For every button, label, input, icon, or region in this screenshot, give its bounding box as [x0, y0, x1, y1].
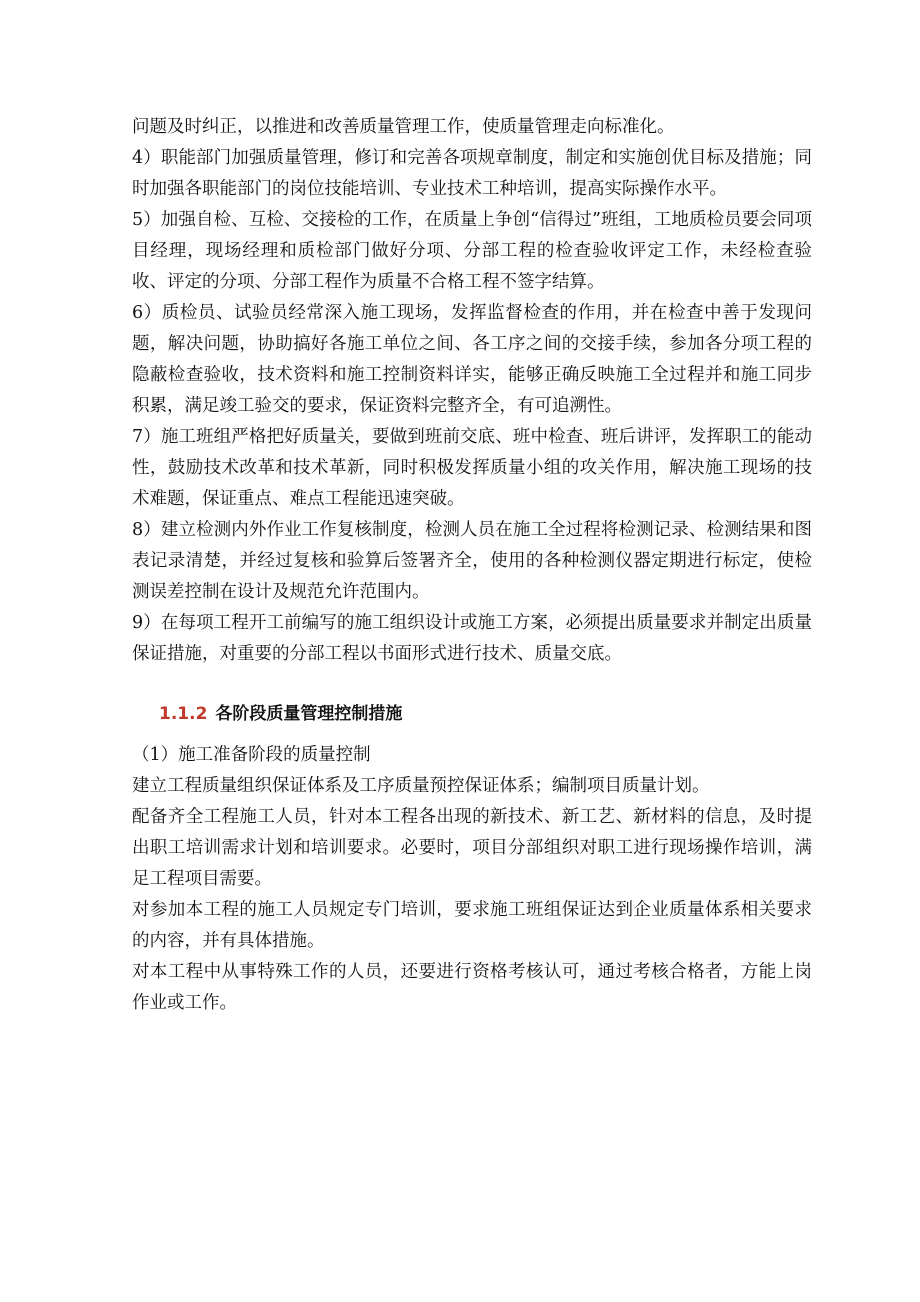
- section-heading: [132, 700, 812, 728]
- paragraph-qualification: 对本工程中从事特殊工作的人员，还要进行资格考核认可，通过考核合格者，方能上岗作业或工作。: [132, 962, 812, 1013]
- paragraph-item-7: 7）施工班组严格把好质量关，要做到班前交底、班中检查、班后讲评，发挥职工的能动性，鼓励技术改革和技术革新，同时积极发挥质量小组的攻关作用，解决施工现场的技术难题，保证重点、难点工程能迅速突破。: [132, 427, 812, 509]
- paragraph-quality-system: 建立工程质量组织保证体系及工序质量预控保证体系；编制项目质量计划。: [132, 776, 710, 796]
- paragraph-item-9: 9）在每项工程开工前编写的施工组织设计或施工方案，必须提出质量要求并制定出质量保证措施，对重要的分部工程以书面形式进行技术、质量交底。: [132, 613, 812, 664]
- paragraph-continuation: 问题及时纠正，以推进和改善质量管理工作，使质量管理走向标准化。: [132, 117, 675, 137]
- paragraph-staff-training: 配备齐全工程施工人员，针对本工程各出现的新技术、新工艺、新材料的信息，及时提出职工培训需求计划和培训要求。必要时，项目分部组织对职工进行现场操作培训，满足工程项目需要。: [132, 807, 812, 889]
- document-page: [132, 112, 812, 1019]
- paragraph-item-4: 4）职能部门加强质量管理，修订和完善各项规章制度，制定和实施创优目标及措施；同时加强各职能部门的岗位技能培训、专业技术工种培训，提高实际操作水平。: [132, 148, 812, 199]
- section-number: 1.1.2: [159, 704, 208, 724]
- paragraph-item-6: 6）质检员、试验员经常深入施工现场，发挥监督检查的作用，并在检查中善于发现问题，解决问题，协助搞好各施工单位之间、各工序之间的交接手续，参加各分项工程的隐蔽检查验收，技术资料和施工控制资料详实，能够正确反映施工全过程并和施工同步积累，满足竣工验交的要求，保证资料完整齐全，有可追溯性。: [132, 303, 812, 416]
- paragraph-item-8: 8）建立检测内外作业工作复核制度，检测人员在施工全过程将检测记录、检测结果和图表记录清楚，并经过复核和验算后签署齐全，使用的各种检测仪器定期进行标定，使检测误差控制在设计及规范允许范围内。: [132, 520, 812, 602]
- subsection-heading: （1）施工准备阶段的质量控制: [132, 745, 371, 765]
- paragraph-special-training: 对参加本工程的施工人员规定专门培训，要求施工班组保证达到企业质量体系相关要求的内容，并有具体措施。: [132, 900, 812, 951]
- section-title: 各阶段质量管理控制措施: [215, 704, 403, 724]
- paragraph-item-5: 5）加强自检、互检、交接检的工作，在质量上争创“信得过”班组，工地质检员要会同项目经理，现场经理和质检部门做好分项、分部工程的检查验收评定工作，未经检查验收、评定的分项、分部工程作为质量不合格工程不签字结算。: [132, 210, 812, 292]
